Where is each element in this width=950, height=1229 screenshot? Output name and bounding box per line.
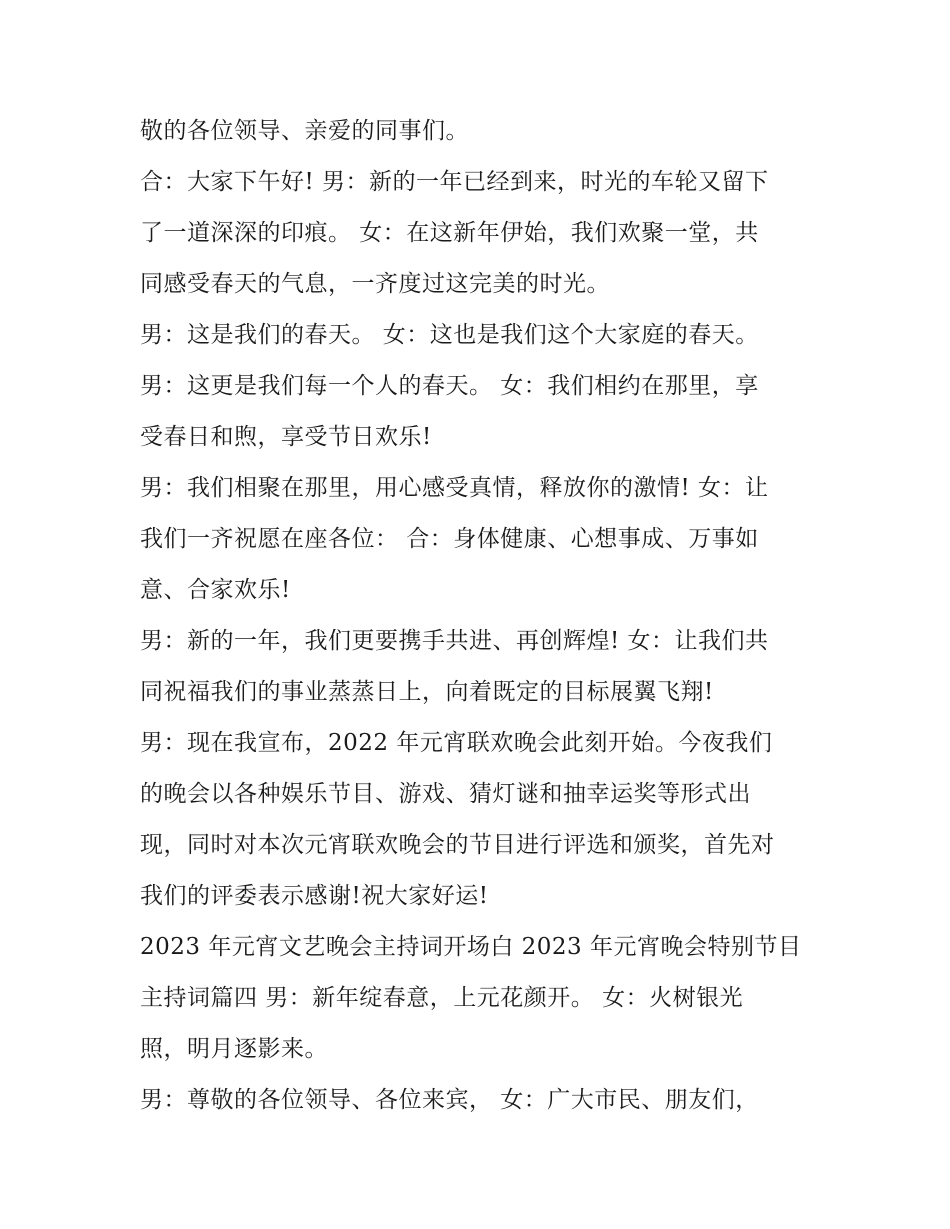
text-line: 男：尊敬的各位领导、各位来宾， 女：广大市民、朋友们， (140, 1087, 759, 1113)
text-line: 的晚会以各种娱乐节目、游戏、猜灯谜和抽幸运奖等形式出 (140, 781, 751, 807)
text-line: 合：大家下午好! 男：新的一年已经到来，时光的车轮又留下 (140, 169, 769, 195)
document-body (140, 106, 820, 1126)
text-line: 同感受春天的气息，一齐度过这完美的时光。 (140, 271, 610, 297)
text-line: 我们一齐祝愿在座各位： 合：身体健康、心想事成、万事如 (140, 526, 759, 552)
text-line: 男：这是我们的春天。 女：这也是我们这个大家庭的春天。 (140, 322, 759, 348)
text-line: 男：现在我宣布，2022 年元宵联欢晚会此刻开始。今夜我们 (140, 730, 773, 756)
text-line: 受春日和煦，享受节日欢乐! (140, 424, 432, 450)
text-line: 主持词篇四 男：新年绽春意，上元花颜开。 女：火树银光 (140, 985, 744, 1011)
text-line: 2023 年元宵文艺晚会主持词开场白 2023 年元宵晚会特别节目 (140, 934, 802, 960)
text-line: 照，明月逐影来。 (140, 1036, 328, 1062)
text-line: 意、合家欢乐! (140, 577, 291, 603)
text-line: 了一道深深的印痕。 女：在这新年伊始，我们欢聚一堂，共 (140, 220, 759, 246)
text-line: 男：这更是我们每一个人的春天。 女：我们相约在那里，享 (140, 373, 759, 399)
text-line: 现，同时对本次元宵联欢晚会的节目进行评选和颁奖，首先对 (140, 832, 775, 858)
text-line: 敬的各位领导、亲爱的同事们。 (140, 118, 469, 144)
text-line: 男：我们相聚在那里，用心感受真情，释放你的激情! 女：让 (140, 475, 769, 501)
text-line: 我们的评委表示感谢!祝大家好运! (140, 883, 489, 909)
text-line: 男：新的一年，我们更要携手共进、再创辉煌! 女：让我们共 (140, 628, 769, 654)
text-line: 同祝福我们的事业蒸蒸日上，向着既定的目标展翼飞翔! (140, 679, 714, 705)
